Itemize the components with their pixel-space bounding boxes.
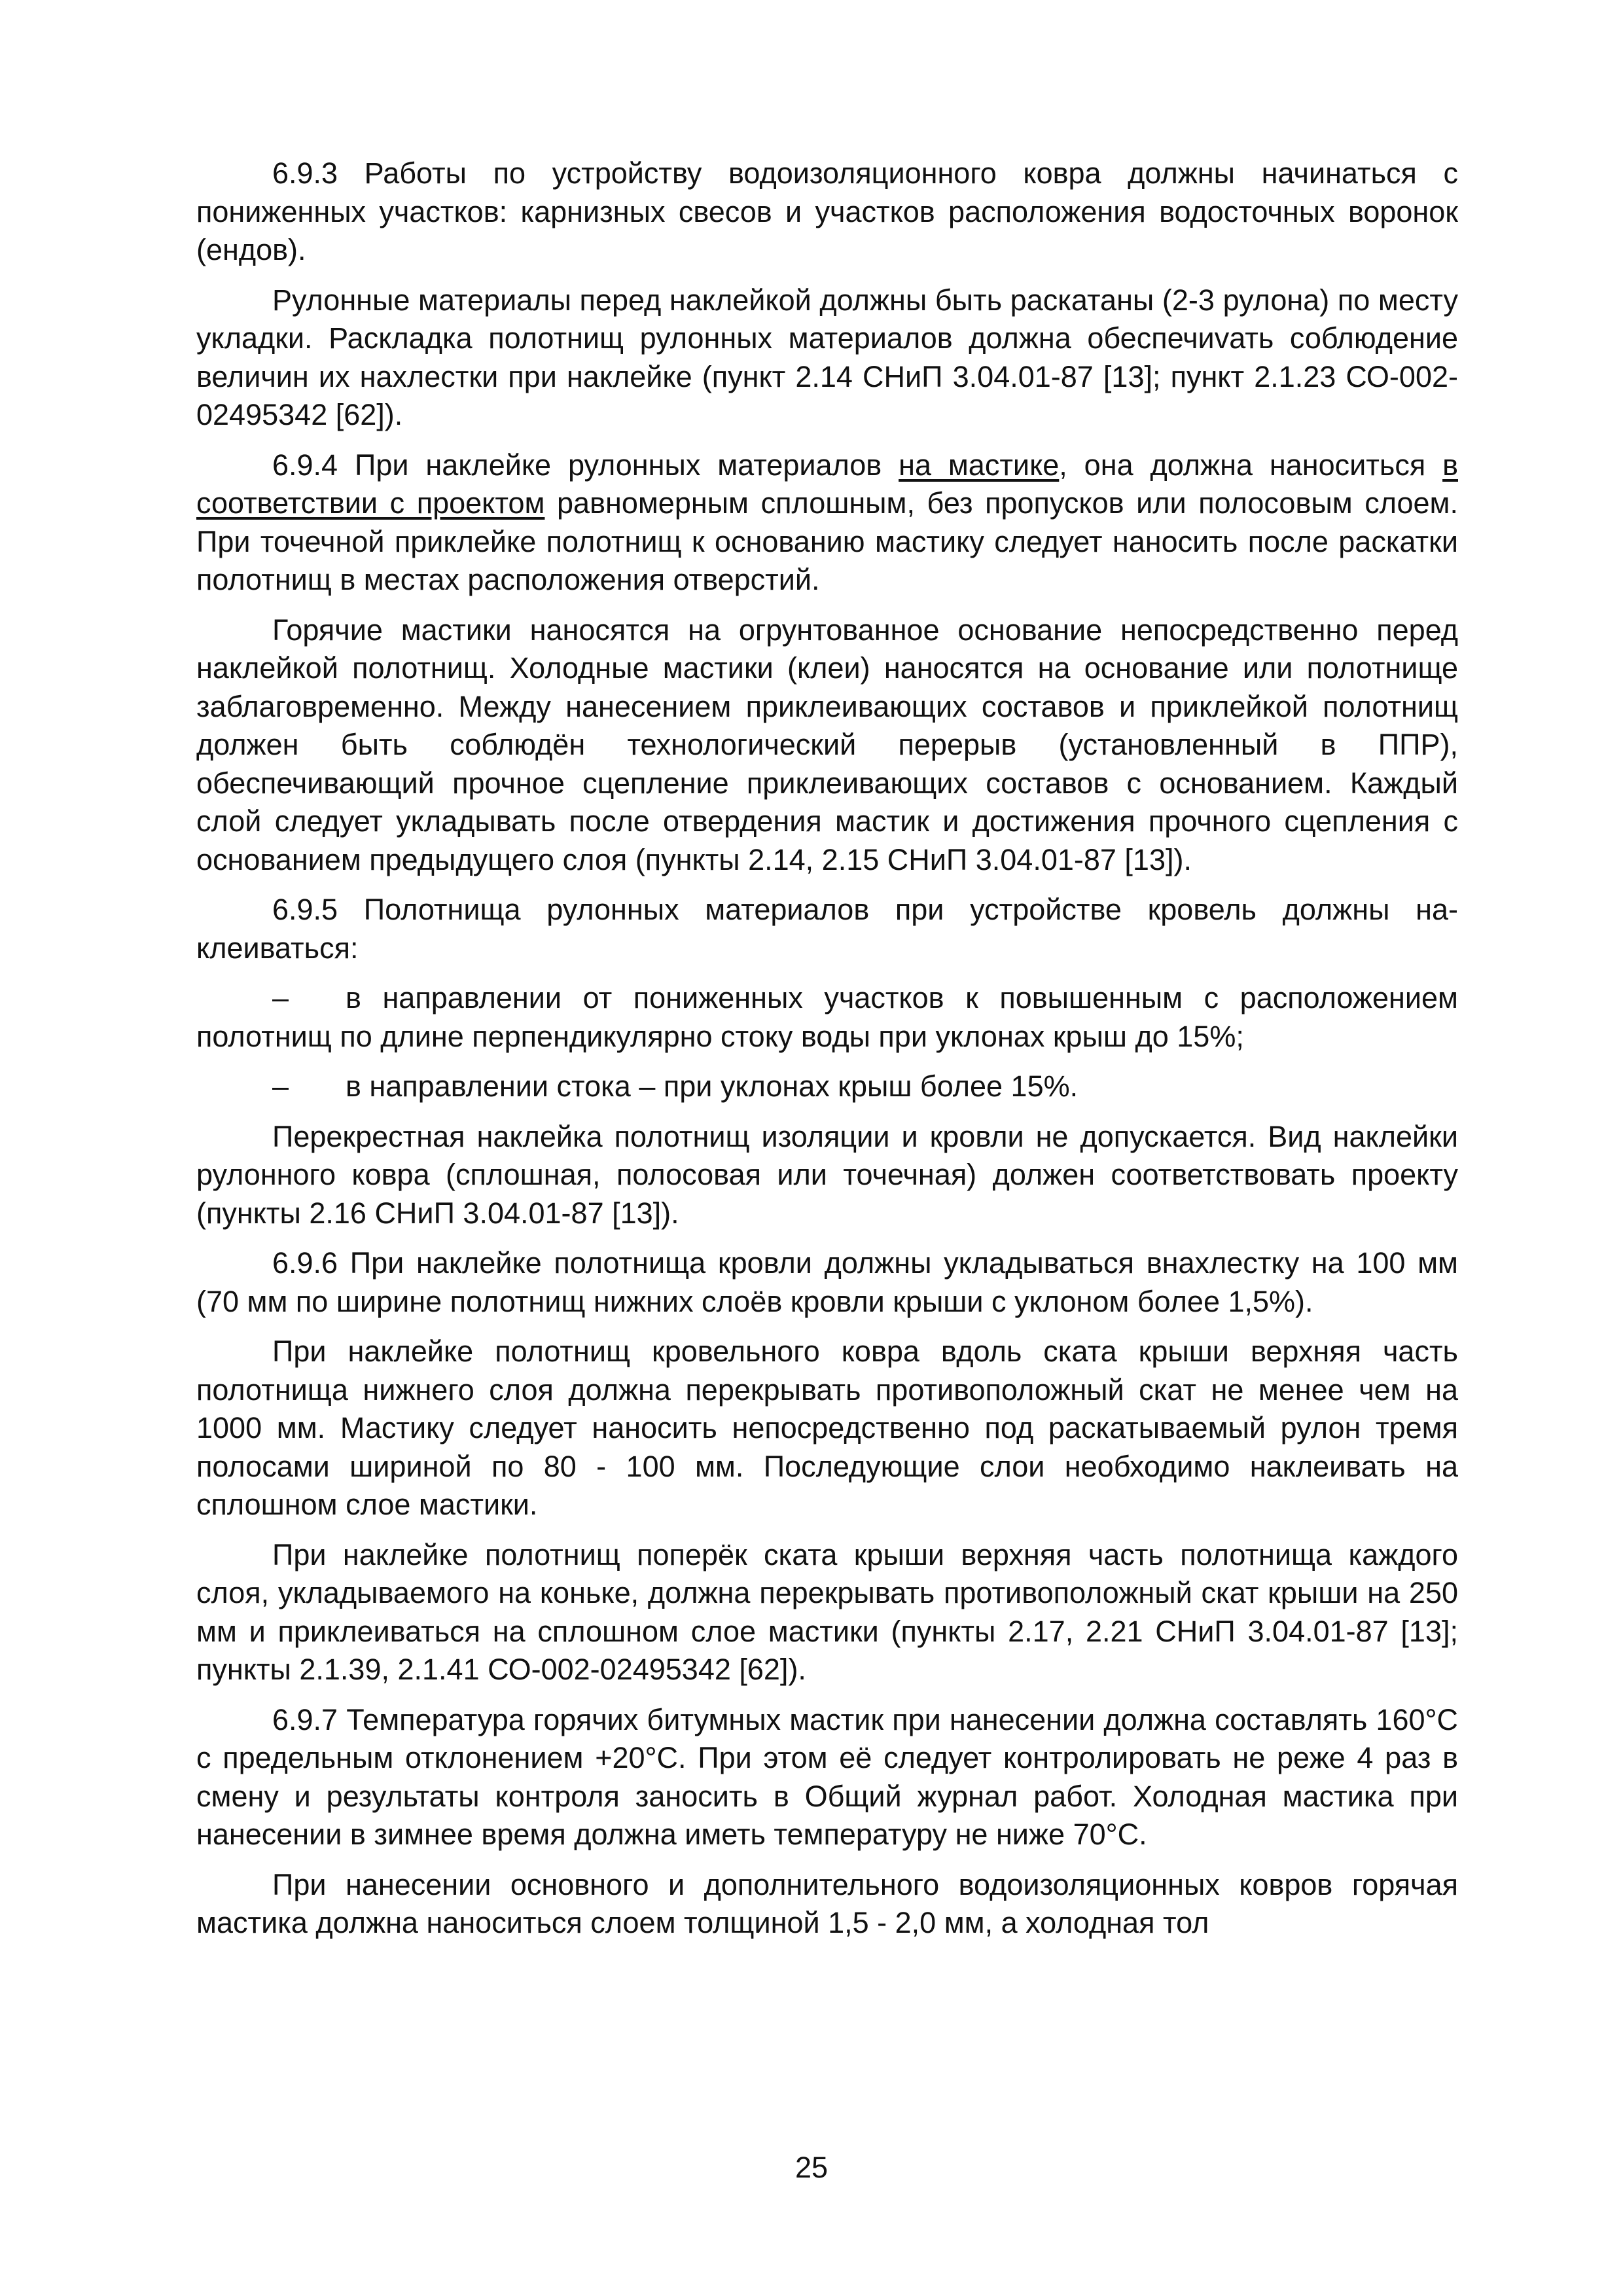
- dash-marker: –: [272, 981, 289, 1014]
- list-item-text: в направлении стока – при уклонах крыш более 15%.: [346, 1069, 1079, 1103]
- paragraph-along-slope: При наклейке полотнищ кровельного ковра вдоль ската крыши верхняя часть полотнища нижнего слоя должна перекрывать противоположный скат не менее чем на 1000 мм. Мастику следует наносить непосредственно под раскатываемый рулон тремя полосами шириной по 80 - 100 мм. Последующие слои необходимо наклеивать на сплошном слое мастики.: [196, 1335, 1458, 1521]
- list-item-direction-flow: [196, 1067, 1458, 1106]
- paragraph-across-slope: При наклейке полотнищ поперёк ската крыши верхняя часть полотнища каждого слоя, укладываемого на коньке, должна перекрывать противоположный скат крыши на 250 мм и приклеиваться на сплошном слое мастики (пункты 2.17, 2.21 СНиП 3.04.01-87 [13]; пункты 2.1.39, 2.1.41 СО-002-02495342 [62]).: [196, 1537, 1458, 1686]
- list-item-direction-low-to-high: [196, 979, 1458, 1056]
- paragraph-6-9-5: 6.9.5 Полотнища рулонных материалов при устройстве кровель должны наклеиваться:: [196, 893, 1458, 965]
- page-number: 25: [794, 2151, 829, 2184]
- list-item-text: в направлении от пониженных участков к повышенным с расположением полотнищ по длине перпендикулярно стоку воды при уклонах крыш до 15%;: [196, 981, 1458, 1053]
- paragraph-6-9-6: 6.9.6 При наклейке полотнища кровли должны укладываться внахлестку на 100 мм (70 мм по ширине полотнищ нижних слоёв кровли крыши с уклоном более 1,5%).: [196, 1246, 1458, 1318]
- paragraph-6-9-3: 6.9.3 Работы по устройству водоизоляционного ковра должны начинаться с пониженных участков: карнизных свесов и участков расположения водосточных воронок (ендов).: [196, 156, 1458, 266]
- paragraph-hot-mastics: Горячие мастики наносятся на огрунтованное основание непосредственно перед наклейкой полотнищ. Холодные мастики (клеи) наносятся на основание или полотнище заблаговременно. Между нанесением приклеивающих составов и приклейкой полотнищ должен быть соблюдён технологический перерыв (установленный в ППР), обеспечивающий прочное сцепление приклеивающих составов с основанием. Каждый слой следует укладывать после отвердения мастик и достижения прочного сцепления с основанием предыдущего слоя (пункты 2.14, 2.15 СНиП 3.04.01-87 [13]).: [196, 613, 1458, 876]
- paragraph-6-9-4-start: 6.9.4 При наклейке рулонных материалов: [272, 448, 899, 482]
- paragraph-6-9-7: 6.9.7 Температура горячих битумных мастик при нанесении должна составлять 160°С с предельным отклонением +20°С. При этом её следует контролировать не реже 4 раз в смену и результаты контроля заносить в Общий журнал работ. Холодная мастика при нанесении в зимнее время должна иметь температуру не ниже 70°С.: [196, 1702, 1458, 1851]
- document-page: [196, 154, 1458, 1954]
- paragraph-cross-laying: Перекрестная наклейка полотнищ изоляции и кровли не допускается. Вид наклейки рулонного ковра (сплошная, полосовая или точечная) должен соответствовать проекту (пункты 2.16 СНиП 3.04.01-87 [13]).: [196, 1119, 1458, 1230]
- paragraph-6-9-4: [196, 446, 1458, 600]
- paragraph-6-9-4-end: равномерным сплошным, без пропусков или полосовым слоем. При точечной приклейке полотнищ к основанию мастику следует наносить после раскатки полотнищ в местах расположения отверстий.: [196, 486, 1458, 596]
- dash-marker: –: [272, 1069, 289, 1103]
- paragraph-roll-materials: Рулонные материалы перед наклейкой должны быть раскатаны (2-3 рулона) по месту укладки. Раскладка полотнищ рулонных материалов должна обеспечиvать соблюдение величин их нахлестки при наклейке (пункт 2.14 СНиП 3.04.01-87 [13]; пункт 2.1.23 СО-002-02495342 [62]).: [196, 283, 1458, 431]
- paragraph-6-9-4-middle: , она должна наноситься: [1059, 448, 1443, 482]
- underlined-on-mastic: на мастике: [899, 448, 1060, 482]
- underlined-per-project: в соответствии с проектом: [196, 448, 1458, 520]
- paragraph-mastic-thickness: При нанесении основного и дополнительного водоизоляционных ковров горячая мастика должна наноситься слоем толщиной 1,5 - 2,0 мм, а холодная тол: [196, 1867, 1458, 1939]
